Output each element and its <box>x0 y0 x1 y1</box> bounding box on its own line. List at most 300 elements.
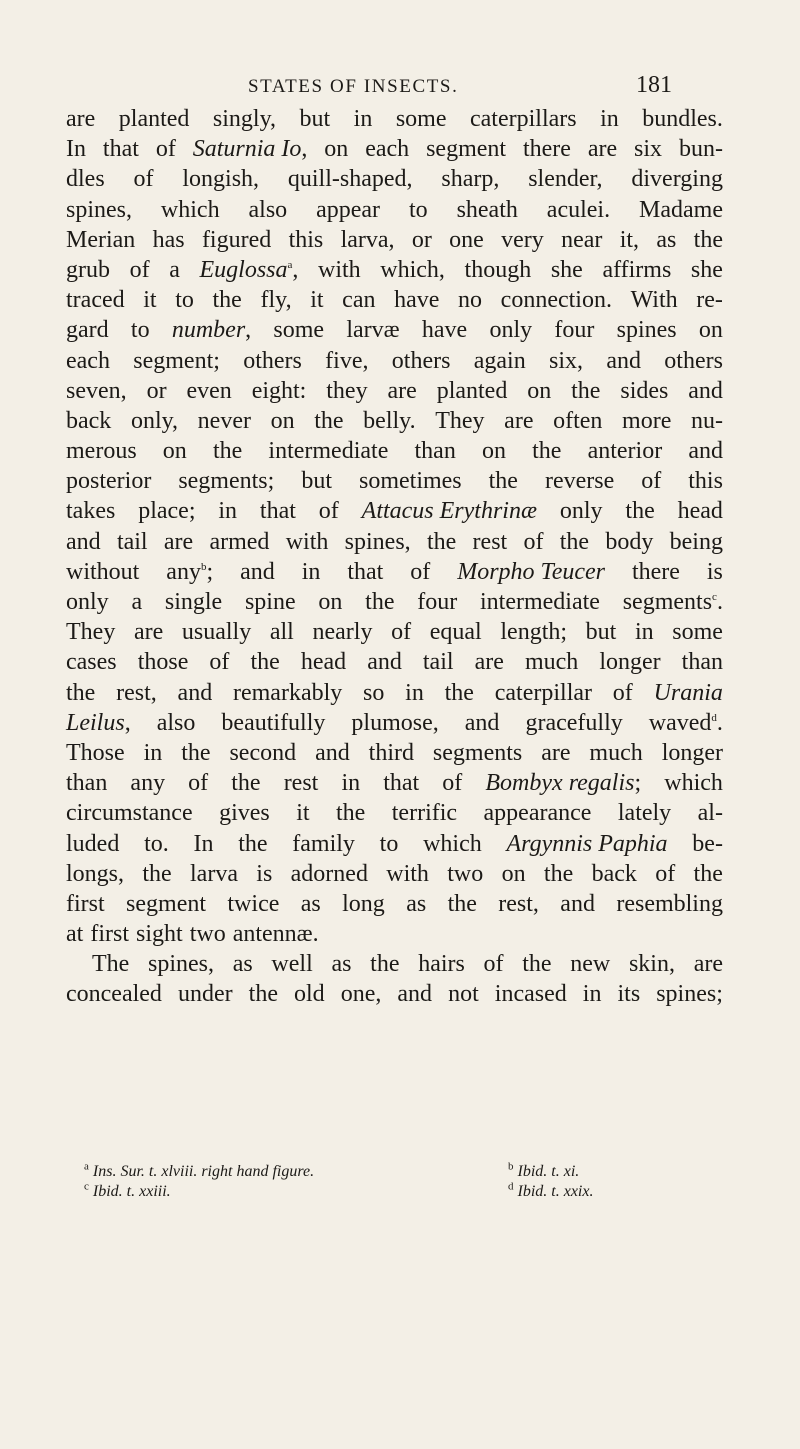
word: the <box>314 407 344 434</box>
footnote-mark: b <box>508 1160 514 1173</box>
word: of <box>391 619 412 646</box>
word: on <box>270 407 295 434</box>
word: have <box>394 287 440 314</box>
text-line <box>66 919 723 949</box>
word: takes <box>66 498 116 525</box>
word: second <box>229 739 297 766</box>
word: first <box>66 890 105 917</box>
word: some <box>395 106 447 132</box>
word: bundles. <box>642 106 723 132</box>
footnote-c <box>84 1181 171 1202</box>
word: those <box>137 649 189 676</box>
word: no <box>458 287 483 314</box>
word: Argynnis Paphia <box>506 830 668 857</box>
word: a <box>131 589 143 615</box>
word: it <box>143 287 157 314</box>
word: the <box>66 679 96 706</box>
word: never <box>197 407 251 434</box>
word: the <box>335 800 366 827</box>
word: without <box>66 558 140 585</box>
word: there <box>522 136 571 163</box>
word: Leilus, <box>66 709 131 736</box>
word: of <box>483 951 504 978</box>
word: belly. <box>363 407 416 434</box>
word: as <box>656 226 677 253</box>
word: larvæ <box>346 317 400 344</box>
word: in <box>634 619 654 646</box>
page-header <box>0 72 800 102</box>
word: They <box>435 407 485 434</box>
word: this <box>688 468 723 495</box>
word: terrific <box>391 800 458 827</box>
footnote-text: Ibid. t. xxix. <box>517 1183 594 1200</box>
word: first <box>90 921 129 948</box>
word: head <box>677 498 723 525</box>
word: a <box>169 256 180 283</box>
word: appear <box>316 196 381 223</box>
text-line <box>66 617 723 647</box>
word: of <box>129 256 150 283</box>
text-line <box>66 225 723 255</box>
word: the <box>532 438 562 465</box>
footnote-mark: c <box>84 1180 89 1193</box>
word: concealed <box>66 981 162 1008</box>
word: gard <box>66 317 109 344</box>
word: sides <box>620 377 669 404</box>
word: four <box>417 589 458 615</box>
word: as <box>406 890 427 917</box>
word: bun- <box>678 136 723 163</box>
word: In <box>193 830 214 857</box>
word: are <box>163 528 194 555</box>
word: and <box>367 649 402 676</box>
word: reverse <box>544 468 615 495</box>
word: back <box>66 407 112 434</box>
word: and <box>560 890 595 917</box>
word: that <box>102 136 139 163</box>
word: have <box>421 317 468 344</box>
word: in <box>353 106 373 132</box>
text-line <box>66 557 723 587</box>
word: tail <box>422 649 454 676</box>
word: the <box>426 528 457 555</box>
word: to <box>130 317 150 344</box>
text-line <box>66 708 723 738</box>
word: can <box>342 287 376 314</box>
footnote-a <box>84 1161 314 1182</box>
word: two <box>447 860 484 887</box>
word: segments$^c$. <box>622 589 723 615</box>
word: it <box>310 287 324 314</box>
word: remarkably <box>232 679 343 706</box>
word: larva <box>190 860 238 887</box>
word: which <box>160 196 220 223</box>
word: length; <box>500 619 568 646</box>
word: often <box>553 407 603 434</box>
word: to. <box>144 830 169 857</box>
word: very <box>501 226 544 253</box>
word: of <box>318 498 339 525</box>
word: usually <box>181 619 252 646</box>
word: seven, <box>66 377 127 404</box>
word: again <box>473 347 526 374</box>
word: the <box>370 951 400 978</box>
word: Madame <box>639 196 723 223</box>
word: sheath <box>456 196 518 223</box>
word: place; <box>138 498 196 525</box>
word: fly, <box>260 287 292 314</box>
text-line <box>66 436 723 466</box>
word: of <box>523 528 544 555</box>
word: They <box>66 619 116 646</box>
word: on <box>481 438 506 465</box>
word: sharp, <box>441 166 500 193</box>
word: single <box>164 589 223 615</box>
word: hairs <box>418 951 465 978</box>
word: caterpillar <box>494 679 592 706</box>
word: rest <box>472 528 508 555</box>
word: in <box>218 498 238 525</box>
word: the <box>365 589 395 615</box>
word: though <box>464 256 532 283</box>
word: the <box>571 377 601 404</box>
word: some <box>273 317 325 344</box>
word: four <box>554 317 595 344</box>
word: five, <box>325 347 369 374</box>
footnote-mark: a <box>84 1160 89 1173</box>
word: gives <box>219 800 270 827</box>
word: and <box>464 709 500 736</box>
text-line <box>66 195 723 225</box>
text-line <box>66 738 723 768</box>
word: antennæ. <box>232 921 319 948</box>
word: sometimes <box>358 468 462 495</box>
word: others <box>243 347 302 374</box>
word: is <box>706 558 723 585</box>
word: head <box>300 649 347 676</box>
word: of <box>188 770 209 797</box>
word: of <box>209 649 230 676</box>
word: Saturnia Io, <box>192 136 308 163</box>
word: one <box>449 226 484 253</box>
word: in <box>341 770 361 797</box>
word: are <box>504 407 534 434</box>
word: also <box>156 709 196 736</box>
page-number: 181 <box>636 72 672 98</box>
word: on <box>527 377 552 404</box>
word: others <box>664 347 723 374</box>
footnote-b <box>508 1161 579 1182</box>
word: others <box>391 347 451 374</box>
word: the <box>142 860 172 887</box>
word: six <box>634 136 663 163</box>
word: re- <box>696 287 723 314</box>
word: are <box>474 649 504 676</box>
word: slender, <box>528 166 603 193</box>
word: aculei. <box>546 196 611 223</box>
word: there <box>631 558 680 585</box>
word: of <box>612 679 633 706</box>
word: eight: <box>251 377 307 404</box>
word: which <box>664 770 723 797</box>
word: beautifully <box>221 709 326 736</box>
word: in <box>405 679 424 706</box>
text-line <box>66 647 723 677</box>
word: tail <box>116 528 148 555</box>
text-line <box>66 164 723 194</box>
word: spine <box>244 589 296 615</box>
text-line <box>66 527 723 557</box>
word: and <box>315 739 350 766</box>
text-line <box>66 406 723 436</box>
word: Urania <box>653 679 723 706</box>
word: adorned <box>290 860 368 887</box>
word: skin, <box>628 951 675 978</box>
word: one, <box>340 981 382 1008</box>
word: well <box>271 951 313 978</box>
word: the <box>238 830 268 857</box>
word: longer <box>599 649 661 676</box>
word: be- <box>692 830 723 857</box>
word: The <box>92 951 130 978</box>
word: nu- <box>690 407 723 434</box>
word: and <box>66 528 101 555</box>
word: third <box>368 739 414 766</box>
word: cases <box>66 649 117 676</box>
word: or <box>411 226 432 253</box>
word: that <box>347 558 384 585</box>
word: rest <box>283 770 319 797</box>
word: intermediate <box>480 589 600 615</box>
word: only <box>489 317 533 344</box>
word: Bombyx regalis; <box>485 770 642 797</box>
word: segment <box>126 890 207 917</box>
word: the <box>693 226 723 253</box>
word: Morpho Teucer <box>457 558 605 585</box>
word: as <box>232 951 253 978</box>
word: grub <box>66 256 110 283</box>
word: Those <box>66 739 125 766</box>
word: appearance <box>483 800 592 827</box>
word: spines, <box>344 528 411 555</box>
word: segment; <box>133 347 220 374</box>
word: all <box>269 619 294 646</box>
word: it <box>296 800 310 827</box>
word: which, <box>380 256 445 283</box>
word: to <box>379 830 399 857</box>
word: are <box>693 951 723 978</box>
word: with <box>318 256 361 283</box>
word: Attacus Erythrinæ <box>361 498 537 525</box>
word: merous <box>66 438 137 465</box>
word: gracefully <box>525 709 623 736</box>
word: diverging <box>631 166 723 193</box>
word: with <box>285 528 329 555</box>
footnote-text: Ins. Sur. t. xlviii. right hand figure. <box>92 1163 315 1180</box>
word: figured <box>201 226 272 253</box>
word: it, <box>619 226 640 253</box>
word: under <box>177 981 233 1008</box>
word: lately <box>617 800 672 827</box>
body-text <box>66 104 723 1010</box>
word: back <box>591 860 637 887</box>
word: of <box>442 770 463 797</box>
word: planted <box>118 106 190 132</box>
word: any <box>130 770 166 797</box>
word: al- <box>697 800 723 827</box>
word: of <box>133 166 154 193</box>
text-line <box>66 829 723 859</box>
text-line <box>66 255 723 285</box>
word: but <box>299 106 331 132</box>
word: only <box>66 589 109 615</box>
footnote-mark: d <box>508 1180 514 1193</box>
word: any$^b$; <box>166 558 214 585</box>
word: incased <box>494 981 567 1008</box>
word: in <box>600 106 619 132</box>
word: of <box>410 558 431 585</box>
word: are <box>541 739 571 766</box>
footnote-text: Ibid. t. xi. <box>517 1163 580 1180</box>
word: plumose, <box>351 709 439 736</box>
word: of <box>655 860 676 887</box>
word: are <box>587 136 618 163</box>
word: than <box>414 438 456 465</box>
word: only, <box>130 407 179 434</box>
word: With <box>630 287 678 314</box>
word: connection. <box>500 287 612 314</box>
word: longer <box>661 739 723 766</box>
text-line <box>66 798 723 828</box>
word: singly, <box>212 106 277 132</box>
word: long <box>342 890 385 917</box>
word: also <box>248 196 288 223</box>
word: in <box>582 981 602 1008</box>
text-line <box>66 315 723 345</box>
word: number, <box>171 317 252 344</box>
word: and <box>177 679 213 706</box>
word: traced <box>66 287 125 314</box>
word: in <box>143 739 163 766</box>
text-line <box>66 979 723 1009</box>
word: as <box>300 890 321 917</box>
word: spines; <box>656 981 723 1008</box>
word: circumstance <box>66 800 193 827</box>
word: intermediate <box>268 438 389 465</box>
word: some <box>672 619 723 646</box>
text-line <box>66 949 723 979</box>
word: this <box>288 226 324 253</box>
word: much <box>524 649 579 676</box>
word: the <box>543 860 574 887</box>
word: the <box>231 770 261 797</box>
word: the <box>488 468 518 495</box>
word: on <box>324 136 349 163</box>
word: sight <box>136 921 183 948</box>
word: on <box>162 438 187 465</box>
word: are <box>66 106 96 132</box>
word: on <box>501 860 526 887</box>
word: the <box>625 498 655 525</box>
word: are <box>133 619 164 646</box>
word: the <box>522 951 552 978</box>
text-line <box>66 104 723 134</box>
text-line <box>66 678 723 708</box>
word: has <box>152 226 185 253</box>
word: new <box>570 951 611 978</box>
text-line <box>66 466 723 496</box>
word: waved$^d$. <box>648 709 723 736</box>
word: of <box>641 468 662 495</box>
word: but <box>585 619 617 646</box>
word: spines, <box>66 196 132 223</box>
word: so <box>363 679 385 706</box>
word: In <box>66 136 86 163</box>
word: two <box>189 921 226 948</box>
word: are <box>387 377 417 404</box>
word: of <box>155 136 176 163</box>
word: being <box>669 528 723 555</box>
word: armed <box>209 528 270 555</box>
word: on <box>318 589 343 615</box>
word: twice <box>227 890 280 917</box>
word: which <box>423 830 482 857</box>
word: its <box>617 981 641 1008</box>
word: and <box>688 438 723 465</box>
word: but <box>301 468 332 495</box>
word: dles <box>66 166 105 193</box>
word: to <box>408 196 428 223</box>
word: longish, <box>182 166 260 193</box>
word: and <box>397 981 433 1008</box>
word: they <box>326 377 368 404</box>
word: with <box>386 860 429 887</box>
footnote-text: Ibid. t. xxiii. <box>92 1183 171 1200</box>
word: the <box>693 860 723 887</box>
word: than <box>66 770 108 797</box>
word: body <box>605 528 654 555</box>
text-line <box>66 889 723 919</box>
word: spines <box>616 317 677 344</box>
text-line <box>66 346 723 376</box>
text-line <box>66 376 723 406</box>
text-line <box>66 859 723 889</box>
word: and <box>688 377 723 404</box>
text-line <box>66 768 723 798</box>
word: quill-shaped, <box>287 166 413 193</box>
word: old <box>294 981 325 1008</box>
word: family <box>292 830 355 857</box>
footnote-d <box>508 1181 593 1202</box>
word: the <box>212 287 242 314</box>
word: not <box>448 981 479 1008</box>
word: she <box>690 256 723 283</box>
word: the <box>248 981 278 1008</box>
word: rest, <box>116 679 157 706</box>
word: she <box>550 256 583 283</box>
word: nearly <box>312 619 373 646</box>
word: at <box>66 921 84 948</box>
word: on <box>698 317 723 344</box>
word: Euglossa$^a$, <box>199 256 299 283</box>
text-line <box>66 587 723 617</box>
word: to <box>175 287 194 314</box>
word: caterpillars <box>469 106 577 132</box>
word: resembling <box>616 890 723 917</box>
word: than <box>681 649 723 676</box>
word: and <box>240 558 275 585</box>
word: Merian <box>66 226 136 253</box>
